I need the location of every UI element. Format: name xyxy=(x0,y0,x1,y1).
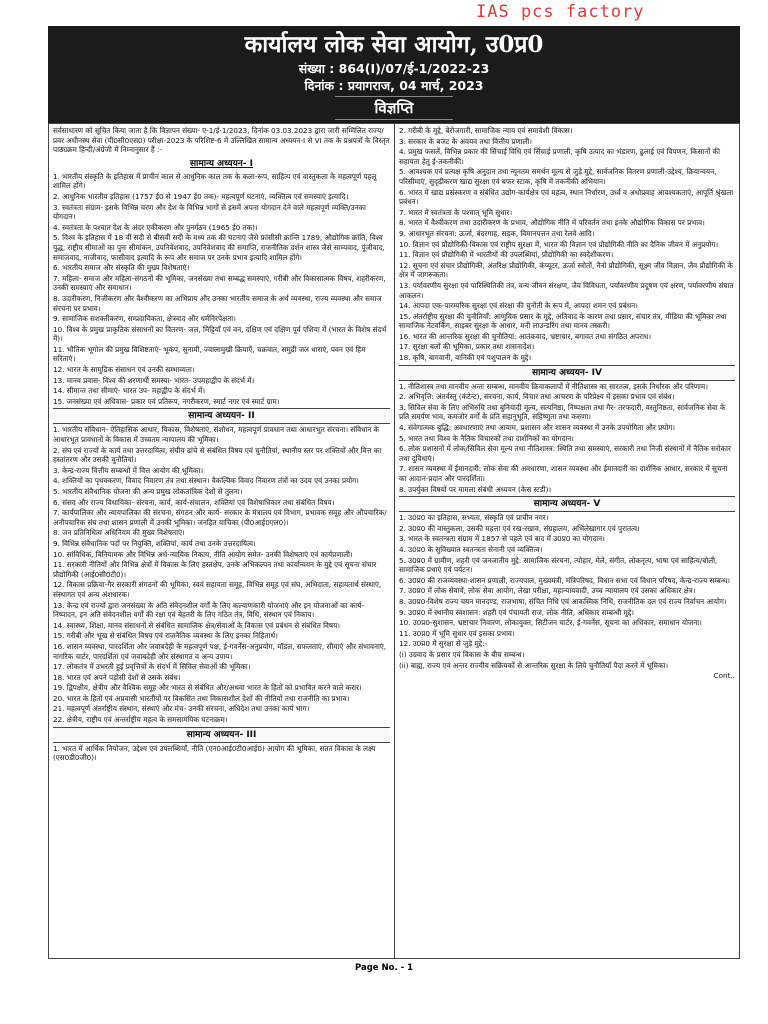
page-number: Page No. - 1 xyxy=(354,963,414,973)
list-item: 2. आधुनिक भारतीय इतिहास (1757 ई0 से 1947 ई0 तक)- महत्वपूर्ण घटनाएं, व्यक्तित्व एवं समस्याएं इत्यादि। xyxy=(53,191,349,201)
list-item: 14. आपदा एक-पारम्परिक सुरक्षा एवं संरक्षा की चुनौती के रूप में, आपदा शमन एवं प्रबंधन। xyxy=(399,301,638,311)
list-item: 12. उ0प्र0 में सुरक्षा से जुड़े मुद्दे:- xyxy=(399,639,488,649)
list-item: 13. मानव प्रवास- विश्व की शरणार्थी समस्या- भारत- उपमहाद्वीप के संदर्भ में। xyxy=(53,375,255,385)
office-title: कार्यालय लोक सेवा आयोग, उ0प्र0 xyxy=(244,31,544,58)
list-item: 7. उ0प्र0 में लोक सेवायें, लोक सेवा आयोग, लेखा परीक्षा, महान्यायवादी, उच्च न्यायालय एवं उसका अधिकार क्षेत्र। xyxy=(399,586,696,596)
list-item: 5. भारतीय संवैधानिक योजना की अन्य प्रमुख लोकतांत्रिक देशों से तुलना। xyxy=(53,487,243,496)
notice-label: विज्ञप्ति xyxy=(335,96,454,120)
list-item: 7. महिला- समाज और महिला-संगठनों की भूमिका, जनसंख्या तथा सम्बद्ध समस्याएं, गरीबी और विकासात्मक विषय, शहरीकरण, उनकी समस्याएं और समाधान। xyxy=(53,273,386,293)
list-item: 1. भारतीय संविधान- ऐतिहासिक आधार, विकास, विशेषताएं, संशोधन, महत्वपूर्ण प्रावधान तथा आधारभूत संरचना। संविधान के आधारभूत प्रावधानों के विकास में उच्चतम न्यायालय की भूमिका। xyxy=(53,425,380,445)
list-item: 9. उ0प्र0 में स्थानीय स्वशासन: शहरी एवं पंचायती राज, लोक नीति, अधिकार सम्बन्धी मुद्दे। xyxy=(399,607,635,617)
left-column xyxy=(49,124,394,958)
list-item: 19. द्विपक्षीय, क्षेत्रीय और वैश्विक समूह और भारत से संबंधित और/अथवा भारत के हितों को प्रभावित करने वाले करार। xyxy=(53,683,362,693)
list-item: 11. भौतिक भूगोल की प्रमुख विशिष्टताएं- भूकंप, सुनामी, ज्वालामुखी क्रियाएँ, चक्रवात, समुद्री जल धाराएं, पवन एवं हिम सरिताएं। xyxy=(53,344,366,364)
section-heading-gs2: सामान्य अध्ययन- II xyxy=(53,408,390,424)
right-column xyxy=(394,124,739,958)
list-item: 6. संसद और राज्य विधायिका- संरचना, कार्य, कार्य-संचालन, शक्तियां एवं विशेषाधिकार तथा संबंधित विषय। xyxy=(53,497,335,507)
list-item: (i) उग्रवाद के प्रसार एवं विकास के बीच सम्बन्ध। xyxy=(399,649,525,659)
list-item: 10. उ0प्र0-सुशासन, भ्रष्टाचार निवारण, लोकायुक्त, सिटीजन चार्टर, ई-गवर्नेस, सूचना का अधिकार, समाधान योजना। xyxy=(399,618,702,628)
gs5-list xyxy=(399,513,735,670)
list-item: 11. सरकारी नीतियों और विभिन्न क्षेत्रों में विकास के लिए हस्तक्षेप, उनके अभिकल्पन तथा कार्यान्वयन के मुद्दे एवं सूचना संचार प्रौद्योगिकी (आई0सी0टी0)। xyxy=(53,560,377,579)
list-item: 22. क्षेत्रीय, राष्ट्रीय एवं अन्तर्राष्ट्रीय महत्व के समसामयिक घटनाक्रम। xyxy=(53,715,228,725)
list-item: 7. भारत में स्वतंत्रता के पश्चात् भूमि सुधार। xyxy=(399,207,513,217)
list-item: 16. भारत की आन्तरिक सुरक्षा की चुनौतियां: आतंकवाद, भ्रष्टाचार, बगावत तथा संगठित अपराध। xyxy=(399,331,652,341)
list-item: 9. सामाजिक सशक्तीकरण, सम्प्रदायिकता, क्षेत्रवाद और धर्मनिरपेक्षता। xyxy=(53,314,236,324)
list-item: 4. संवेगात्मक बुद्धि: अवधारणाएं तथा आयाम, प्रशासन और शासन व्यवस्था में उनके उपयोगिता और प्रयोग। xyxy=(399,423,675,433)
list-item: 18. भारत एवं अपने पड़ोसी देशों से उसके संबंध। xyxy=(53,672,181,682)
list-item: 8. उदारीकरण, निजीकरण और वैश्वीकरण का अभिप्राय और उनका भारतीय समाज के अर्थ व्यवस्था, राज्य व्यवस्था और समाज संरचना पर प्रभाव। xyxy=(53,293,382,313)
list-item: 6. उ0प्र0 की राजव्यवस्था-शासन प्रणाली, राज्यपाल, मुख्यमंत्री, मंत्रिपरिषद, विधान सभा एवं विधान परिषद, केन्द्र-राज्य सम्बन्ध। xyxy=(399,575,730,585)
list-item: 14. सीमान्त तथा सीमाएं- भारत उप- महाद्वीप के संदर्भ में। xyxy=(53,386,206,396)
list-item: 1. भारतीय संस्कृति के इतिहास में प्राचीन काल से आधुनिक काल तक के कला-रूप, साहित्य एवं वास्तुकला के महत्वपूर्ण पहलू शामिल होंगे। xyxy=(53,171,377,191)
watermark-stamp: IAS pcs factory xyxy=(476,2,645,22)
list-item: 15. अंतर्राष्ट्रीय सुरक्षा की चुनौतियाँ: आणुविक प्रसार के मुद्दे, अतिवाद के कारण तथा प्रसार, संचार तंत्र, मीडिया की भूमिका तथा सामाजिक नेटवर्किंग, साइबर सुरक्षा के आधार, मनी लाउन्डरिंग तथा मानव तस्करी। xyxy=(399,311,727,331)
list-item: 1. नीतिशास्त्र तथा मानवीय अन्तः सम्बन्ध, मानवीय क्रियाकलापों में नीतिशास्त्र का सारतत्व, इसके निर्धारक और परिणाम। xyxy=(399,381,708,391)
list-item: 20. भारत के हितों एवं अप्रवासी भारतीयों पर विकसित तथा विकासशील देशों की नीतियों तथा राजनीति का प्रभाव। xyxy=(53,693,350,703)
list-item: 21. महत्वपूर्ण अंतर्राष्ट्रीय संस्थान, संस्थाएं और मंच- उनकी संरचना, अधिदेश तथा उनका कार्य भाग। xyxy=(53,704,310,714)
section-heading-gs5: सामान्य अध्ययन- V xyxy=(399,496,735,512)
list-item: 2. अभिवृत्ति: अंतर्वस्तु (कंटेन्ट), संरचना, कार्य, विचार तथा आचरण के परिप्रेक्ष्य में इसका प्रभाव एवं संबंध। xyxy=(399,392,675,402)
list-item: 18. कृषि, बागवानी, वानिकी एवं पशुपालन के मुद्दे। xyxy=(399,353,532,363)
list-item: 6. भारत में खाद्य प्रसंस्करण व संबंधित उद्योग-कार्यक्षेत्र एवं महत्व, स्थान निर्धारण, उर्ध्व व अधोप्रवाह आवश्यकताएं, आपूर्ति श्रृंखला प्रबंधन। xyxy=(399,187,734,207)
list-item: 3. स्वतंत्रता संग्राम- इसके विभिन्न चरण और देश के विभिन्न भागों से इसमें अपना योगदान देने वाले महत्वपूर्ण व्यक्ति/उनका योगदान। xyxy=(53,202,366,222)
gs1-list xyxy=(53,172,390,407)
list-item: 2. गरीबी के मुद्दे, बेरोजगारी, सामाजिक न्याय एवं समावेशी विकास। xyxy=(399,126,573,135)
list-item: 4. उ0प्र0 के सुविख्यात स्वतन्त्रता सेनानी एवं व्यक्तित्व। xyxy=(399,544,543,554)
list-item: 15. जनसंख्या एवं अधिवास- प्रकार एवं प्रतिरूप, नगरीकरण, स्मार्ट नगर एवं स्मार्ट ग्राम। xyxy=(53,396,280,406)
intro-paragraph: सर्वसाधारण को सूचित किया जाता है कि विज्ञापन संख्या- ए-1/ई-1/2023, दिनांक 03.03.2023 द्वारा जारी सम्मिलित राज्य/प्रवर अधीनस्थ सेवा (पी0सी0एस0) परीक्षा-2023 के परिशिष्ट-6 में उल्लिखित सामान्य अध्ययन-I से VI तक के प्रश्नपत्रों के विस्तृत पाठ्यक्रम हिन्दी/अंग्रेजी में निम्नानुसार हैं :- xyxy=(53,126,390,155)
continued-marker: Cont.. xyxy=(713,671,735,681)
list-item: 4. प्रमुख फसलें, विभिन्न प्रकार की सिंचाई विधि एवं सिंचाई प्रणाली, कृषि उत्पाद का भंडारण, ढुलाई एवं विपणन, किसानों की सहायता हेतु ई-तकनीकी। xyxy=(399,147,720,166)
gs3-list xyxy=(399,126,735,363)
list-item: 8. जन प्रतिनिधित्व अधिनियम की मुख्य विशेषताएं। xyxy=(53,528,185,538)
section-heading-gs3: सामान्य अध्ययन- III xyxy=(53,727,390,743)
list-item: 7. कार्यपालिका और न्यायपालिका की संरचना, संगठन और कार्य- सरकार के मंत्रालय एवं विभाग, प्रभावक समूह और औपचारिक/अनौपचारिक संघ तथा शासन प्रणाली में उनकी भूमिका। जनहित याचिका (पी0आई0एल0)। xyxy=(53,508,387,527)
reference-number: संख्या : 864(I)/07/ई-1/2022-23 xyxy=(298,61,490,76)
gs4-list xyxy=(399,382,735,495)
list-item: 8. उ0प्र0-विशेष राज्य चयन मानदण्ड, राजभाषा, संचित निधि एवं आकस्मिक निधि, राजनीतिक दल एवं राज्य निर्वाचन आयोग। xyxy=(399,596,727,606)
list-item: 1. उ0प्र0 का इतिहास, सभ्यता, संस्कृति एवं प्राचीन नगर। xyxy=(399,513,549,523)
list-item: 12. सूचना एवं संचार प्रौद्योगिकी, अंतरिक्ष प्रौद्योगिकी, कंप्यूटर, ऊर्जा स्त्रोतों, नैनो प्रौद्योगिकी, सूक्ष्म जीव विज्ञान, जैव प्रौद्योगिकी के क्षेत्र में जागरूकता। xyxy=(399,260,733,280)
list-item: 8. उपर्युक्त विषयों पर मामला संबंधी अध्ययन (केस स्टडी)। xyxy=(399,484,552,494)
list-item: 9. आधारभूत संरचना: ऊर्जा, बंदरगाह, सड़क, विमानपत्तन तथा रेलवे आदि। xyxy=(399,228,595,238)
list-item: 8. भारत में वैश्वीकरण तथा उदारीकरण के प्रभाव, औद्योगिक नीति में परिवर्तन तथा इनके औद्योगिक विकास पर प्रभाव। xyxy=(399,218,705,228)
list-item: 2. उ0प्र0 की वास्तुकला, उसकी महत्ता एवं रख-रखाव, संग्रहालय, अभिलेखागार एवं पुरातत्व। xyxy=(399,523,640,533)
list-item: 7. शासन व्यवस्था में ईमानदारी: लोक सेवा की अवधारणा, शासन व्यवस्था और ईमानदारी का दार्शनिक आधार, सरकार में सूचना का आदान-प्रदान और पारदर्शिता। xyxy=(399,464,728,483)
list-item: 5. विश्व के इतिहास में 18 वीं सदी से बीसवीं सदी के मध्य तक की घटनाएं जैसे फ्रांसीसी क्रान्ति 1789, औद्योगिक क्रांति, विश्व युद्ध, राष्ट्रीय सीमाओं का पुनः सीमांकन, उपनिवेशवाद, उपनिवेशवाद की समाप्ति, राजनीतिक दर्शन शास्त्र जैसे साम्यवाद, पूंजीवाद, समाजवाद, नाजीवाद, फासीवाद इत्यादि के रूप और समाज पर उनके प्रभाव इत्यादि शामिल होंगे। xyxy=(53,233,385,262)
list-item: 16. शासन व्यवस्था, पारदर्शिता और जवाबदेही के महत्वपूर्ण पक्ष, ई-गवर्नेंस-अनुप्रयोग, मॉडल, सफलताएं, सीमाएं और संभावनाएं, नागरिक चार्टर, पारदर्शिता एवं जवाबदेही और संस्थागत व अन्य उपाय। xyxy=(53,641,387,661)
list-item: 3. केन्द्र-राज्य वित्तीय सम्बन्धों में वित्त आयोग की भूमिका। xyxy=(53,465,204,475)
list-item: 3. सिविल सेवा के लिए अभिरुचि तथा बुनियादी मूल्य, सत्यनिष्ठा, निष्पक्षता तथा गैर- तरफदारी, वस्तुनिष्ठता, सार्वजनिक सेवा के प्रति समर्पण भाव, कमजोर वर्गों के प्रति सहानुभूति, सहिष्णुता तथा करुणा। xyxy=(399,402,726,422)
list-item: 10. विश्व के प्रमुख प्राकृतिक संसाधनों का वितरण- जल, मिट्टियाँ एवं वन, दक्षिण एवं दक्षिण पूर्व एशिया में (भारत के विशेष संदर्भ में)। xyxy=(53,324,387,344)
list-item: 1. भारत में आर्थिक नियोजन, उद्देश्य एवं उपलब्धियाँ, नीति (एन0आई0टी0आई0) आयोग की भूमिका, सतत विकास के लक्ष्य (एस0डी0जी0)। xyxy=(53,743,376,763)
list-item: 12. विकास प्रक्रिया-गैर सरकारी संगठनों की भूमिका, स्वयं सहायता समूह, विभिन्न समूह एवं संघ, अभिदाता, सहायतार्थ संस्थाएं, संस्थागत एवं अन्य अंशधारक। xyxy=(53,580,382,599)
list-item: 3. सरकार के बजट के अवयव तथा वित्तीय प्रणाली। xyxy=(399,136,533,146)
list-item: 5. भारत तथा विश्व के नैतिक विचारकों तथा दार्शनिकों का योगदान। xyxy=(399,433,574,443)
notice-date: दिनांक : प्रयागराज, 04 मार्च, 2023 xyxy=(304,78,484,93)
gs2-list xyxy=(53,425,390,724)
list-item: 15. गरीबी और भूख से संबंधित विषय एवं राजनैतिक व्यवस्था के लिए इनका निहितार्थ। xyxy=(53,631,278,641)
syllabus-body xyxy=(48,123,740,959)
list-item: 6. लोक प्रशासनों में लोक/सिविल सेवा मूल्य तथा नीतिशास्त्र: स्थिति तथा समस्याएं, सरकारी तथा निजी संस्थानों में नैतिक सरोकार तथा दुविधाएं। xyxy=(399,444,731,463)
list-item: 3. भारत के स्वतन्त्रता संग्राम में 1857 से पहले एवं बाद में उ0प्र0 का योगदान। xyxy=(399,534,605,544)
section-heading-gs1: सामान्य अध्ययन- I xyxy=(189,158,254,169)
list-item: 17. लोकतंत्र में उभरती हुई प्रवृत्तियों के संदर्भ में सिविल सेवाओं की भूमिका। xyxy=(53,662,251,672)
list-item: 12. भारत के सामुद्रिक संसाधन एवं उनकी सम्भाव्यता। xyxy=(53,365,195,375)
list-item: 2. संघ एवं राज्यों के कार्य तथा उत्तरदायित्व, संघीय ढांचे से संबंधित विषय एवं चुनौतियां, स्थानीय स्तर पर शक्तियों और वित्त का हस्तांतरण और उसकी चुनौतियां। xyxy=(53,445,382,465)
list-item: 17. सुरक्षा बलों की भूमिका, प्रकार तथा शासनादेश। xyxy=(399,342,535,352)
list-item: 10. विज्ञान एवं प्रौद्योगिकी-विकास एवं राष्ट्रीय सुरक्षा में, भारत की विज्ञान एवं प्रौद्योगिकी नीति का दैनिक जीवन में अनुप्रयोग। xyxy=(399,239,719,249)
list-item: 9. विभिन्न संवैधानिक पदों पर नियुक्ति, शक्तियां, कार्य तथा उनके उत्तरदायित्व। xyxy=(53,538,256,548)
list-item: 13. पर्यावरणीय सुरक्षा एवं पारिस्थितिकी तंत्र, वन्य जीवन संरक्षण, जैव विविधता, पर्यावरणीय प्रदूषण एवं क्षरण, पर्यावरणीय संघात आकलन। xyxy=(399,280,734,300)
list-item: 14. स्वास्थ्य, शिक्षा, मानव संसाधनों से संबंधित सामाजिक क्षेत्र/सेवाओं के विकास एवं प्रबंधन से संबंधित विषय। xyxy=(53,620,340,630)
list-item: 5. उ0प्र0 में ग्रामीण, शहरी एवं जनजातीय मुद्दे: सामाजिक संरचना, त्योहार, मेले, संगीत, लोकनृत्य, भाषा एवं साहित्य/बोली, सामाजिक प्रथाएं एवं पर्यटन। xyxy=(399,555,718,575)
list-item: 4. शक्तियों का पृथक्करण, विवाद निवारण तंत्र तथा संस्थान। वैकल्पिक विवाद निवारण तंत्रों का उदय एवं उनका प्रयोग। xyxy=(53,476,359,486)
list-item: 10. सांविधिक, विनियामक और विभिन्न अर्ध-न्यायिक निकाय, नीति आयोग समेत- उनकी विशेषताएं एवं कार्यप्रणाली। xyxy=(53,549,353,559)
list-item: 11. विज्ञान एवं प्रौद्योगिकी में भारतीयों की उपलब्धियां, प्रौद्योगिकी का स्वदेशीकरण। xyxy=(399,250,614,260)
list-item: 5. आवश्यक एवं प्रत्यक्ष कृषि अनुदान तथा न्यूनतम समर्थन मूल्य से जुड़े मुद्दे, सार्वजनिक वितरण प्रणाली-उद्देश्य, क्रियान्वयन, परिसीमाएं, सुदृढ़ीकरण खाद्य सुरक्षा एवं बफर स्टाक, कृषि में तकनीकी अभियान। xyxy=(399,167,717,186)
notice-header xyxy=(48,26,740,123)
list-item: 11. उ0प्र0 में भूमि सुधार एवं इसका प्रभाव। xyxy=(399,628,515,638)
list-item: 13. केन्द्र एवं राज्यों द्वारा जनसंख्या के अति संवेदनशील वर्गों के लिए कल्याणकारी योजनाएं और इन योजनाओं का कार्य- निष्पादन, इन अति संवेदनशील वर्गों की रक्षा एवं बेहतरी के लिए गठित तंत्र, विधि, संस्थान एवं निकाय। xyxy=(53,600,364,620)
section-heading-gs4: सामान्य अध्ययन- IV xyxy=(399,365,735,381)
list-item: (ii) बाह्य, राज्य एवं अन्तर राज्यीय सक्रियकों से आन्तरिक सुरक्षा के लिये चुनौतियाँ पैदा करने में भूमिका। xyxy=(399,660,669,670)
list-item: 6. भारतीय समाज और संस्कृति की मुख्य विशेषताएं। xyxy=(53,263,190,273)
list-item: 4. स्वतंत्रता के पश्चात देश के अंदर एकीकरण और पुनर्गठन (1965 ई0 तक)। xyxy=(53,222,258,232)
